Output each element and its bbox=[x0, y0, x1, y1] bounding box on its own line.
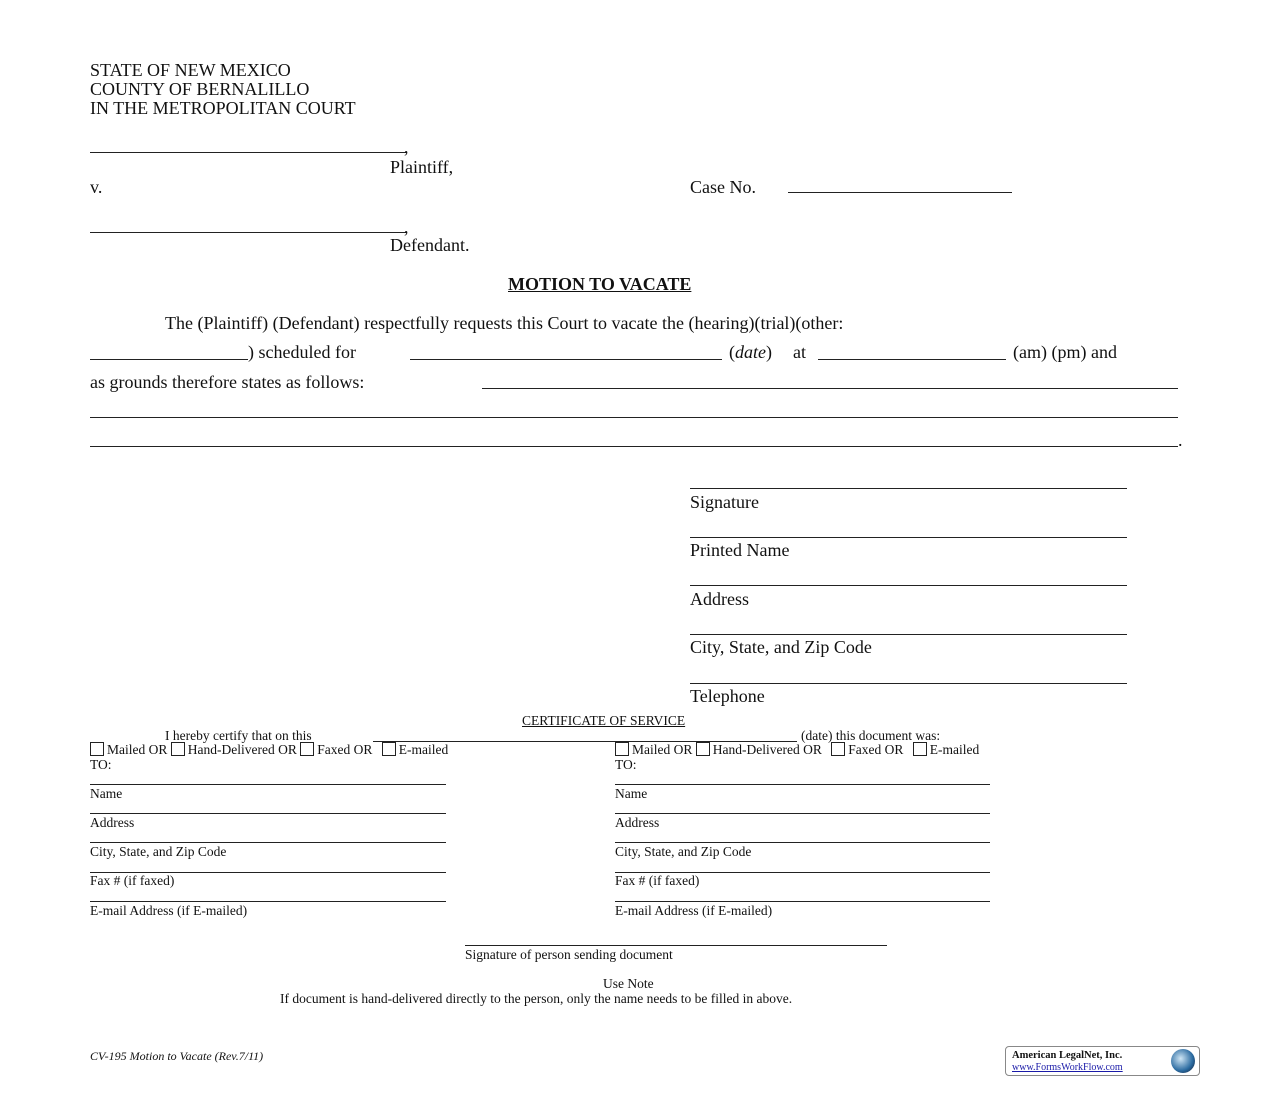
right-name-line[interactable] bbox=[615, 784, 990, 785]
defendant-name-line[interactable] bbox=[90, 232, 406, 233]
telephone-label: Telephone bbox=[690, 686, 765, 706]
sender-signature-label: Signature of person sending document bbox=[465, 947, 673, 962]
left-city-line[interactable] bbox=[90, 842, 446, 843]
date-label: (date) bbox=[729, 342, 772, 362]
comma: , bbox=[404, 137, 409, 157]
address-label: Address bbox=[690, 589, 749, 609]
faxed-checkbox[interactable] bbox=[300, 742, 314, 756]
left-name-line[interactable] bbox=[90, 784, 446, 785]
right-email-line[interactable] bbox=[615, 901, 990, 902]
right-fax-label: Fax # (if faxed) bbox=[615, 873, 700, 888]
court-header bbox=[90, 61, 356, 118]
hand-delivered-checkbox[interactable] bbox=[696, 742, 710, 756]
left-email-line[interactable] bbox=[90, 901, 446, 902]
use-note-title: Use Note bbox=[603, 976, 654, 991]
printed-name-line[interactable] bbox=[690, 537, 1127, 538]
grounds-line-3[interactable] bbox=[90, 446, 1178, 447]
time-blank-line[interactable] bbox=[818, 359, 1006, 360]
left-fax-label: Fax # (if faxed) bbox=[90, 873, 175, 888]
printed-name-label: Printed Name bbox=[690, 540, 790, 560]
faxed-checkbox[interactable] bbox=[831, 742, 845, 756]
case-no-label: Case No. bbox=[690, 177, 756, 197]
body-line-1: The (Plaintiff) (Defendant) respectfully requests this Court to vacate the (hearing)(trial)(other: bbox=[165, 313, 844, 333]
left-email-label: E-mail Address (if E-mailed) bbox=[90, 903, 248, 918]
vendor-badge[interactable] bbox=[1005, 1046, 1200, 1076]
left-address-label: Address bbox=[90, 815, 135, 830]
to-label-left: TO: bbox=[90, 757, 112, 772]
city-state-zip-line[interactable] bbox=[690, 634, 1127, 635]
grounds-line-2[interactable] bbox=[90, 417, 1178, 418]
signature-label: Signature bbox=[690, 492, 759, 512]
defendant-label: Defendant. bbox=[390, 235, 470, 255]
versus-label: v. bbox=[90, 177, 103, 197]
signature-line[interactable] bbox=[690, 488, 1127, 489]
grounds-line-1[interactable] bbox=[482, 388, 1178, 389]
period: . bbox=[1178, 430, 1183, 450]
body-line-2a: ) scheduled for bbox=[248, 342, 356, 362]
case-no-line[interactable] bbox=[788, 192, 1012, 193]
document-title: MOTION TO VACATE bbox=[508, 274, 692, 294]
right-name-label: Name bbox=[615, 786, 648, 801]
methods-left: Mailed OR Hand-Delivered OR Faxed OR E-mailed bbox=[90, 742, 448, 758]
certify-text-a: I hereby certify that on this bbox=[165, 728, 312, 743]
to-label-right: TO: bbox=[615, 757, 637, 772]
ampm-label: (am) (pm) and bbox=[1013, 342, 1117, 362]
body-line-2b: at bbox=[793, 342, 806, 362]
use-note-text: If document is hand-delivered directly to the person, only the name needs to be filled in above. bbox=[280, 991, 793, 1006]
plaintiff-label: Plaintiff, bbox=[390, 157, 454, 177]
sender-signature-line[interactable] bbox=[465, 945, 887, 946]
body-line-3: as grounds therefore states as follows: bbox=[90, 372, 365, 392]
methods-right: Mailed OR Hand-Delivered OR Faxed OR E-mailed bbox=[615, 742, 979, 758]
left-city-label: City, State, and Zip Code bbox=[90, 844, 227, 859]
date-blank-line[interactable] bbox=[410, 359, 722, 360]
plaintiff-name-line[interactable] bbox=[90, 152, 406, 153]
header-county: COUNTY OF BERNALILLO bbox=[90, 79, 310, 99]
other-blank-line[interactable] bbox=[90, 359, 248, 360]
city-state-zip-label: City, State, and Zip Code bbox=[690, 637, 872, 657]
right-address-line[interactable] bbox=[615, 813, 990, 814]
right-email-label: E-mail Address (if E-mailed) bbox=[615, 903, 773, 918]
right-city-label: City, State, and Zip Code bbox=[615, 844, 752, 859]
header-state: STATE OF NEW MEXICO bbox=[90, 60, 291, 80]
certificate-title: CERTIFICATE OF SERVICE bbox=[522, 713, 686, 728]
right-address-label: Address bbox=[615, 815, 660, 830]
comma: , bbox=[404, 217, 409, 237]
mailed-checkbox[interactable] bbox=[90, 742, 104, 756]
vendor-name: American LegalNet, Inc. bbox=[1012, 1050, 1123, 1061]
emailed-checkbox[interactable] bbox=[913, 742, 927, 756]
certify-text-b: (date) this document was: bbox=[801, 728, 941, 743]
telephone-line[interactable] bbox=[690, 683, 1127, 684]
left-name-label: Name bbox=[90, 786, 123, 801]
emailed-checkbox[interactable] bbox=[382, 742, 396, 756]
form-id: CV-195 Motion to Vacate (Rev.7/11) bbox=[90, 1049, 264, 1063]
address-line[interactable] bbox=[690, 585, 1127, 586]
globe-logo-icon bbox=[1171, 1049, 1195, 1073]
left-address-line[interactable] bbox=[90, 813, 446, 814]
right-city-line[interactable] bbox=[615, 842, 990, 843]
mailed-checkbox[interactable] bbox=[615, 742, 629, 756]
vendor-link[interactable]: www.FormsWorkFlow.com bbox=[1012, 1062, 1123, 1073]
hand-delivered-checkbox[interactable] bbox=[171, 742, 185, 756]
header-court: IN THE METROPOLITAN COURT bbox=[90, 98, 356, 118]
